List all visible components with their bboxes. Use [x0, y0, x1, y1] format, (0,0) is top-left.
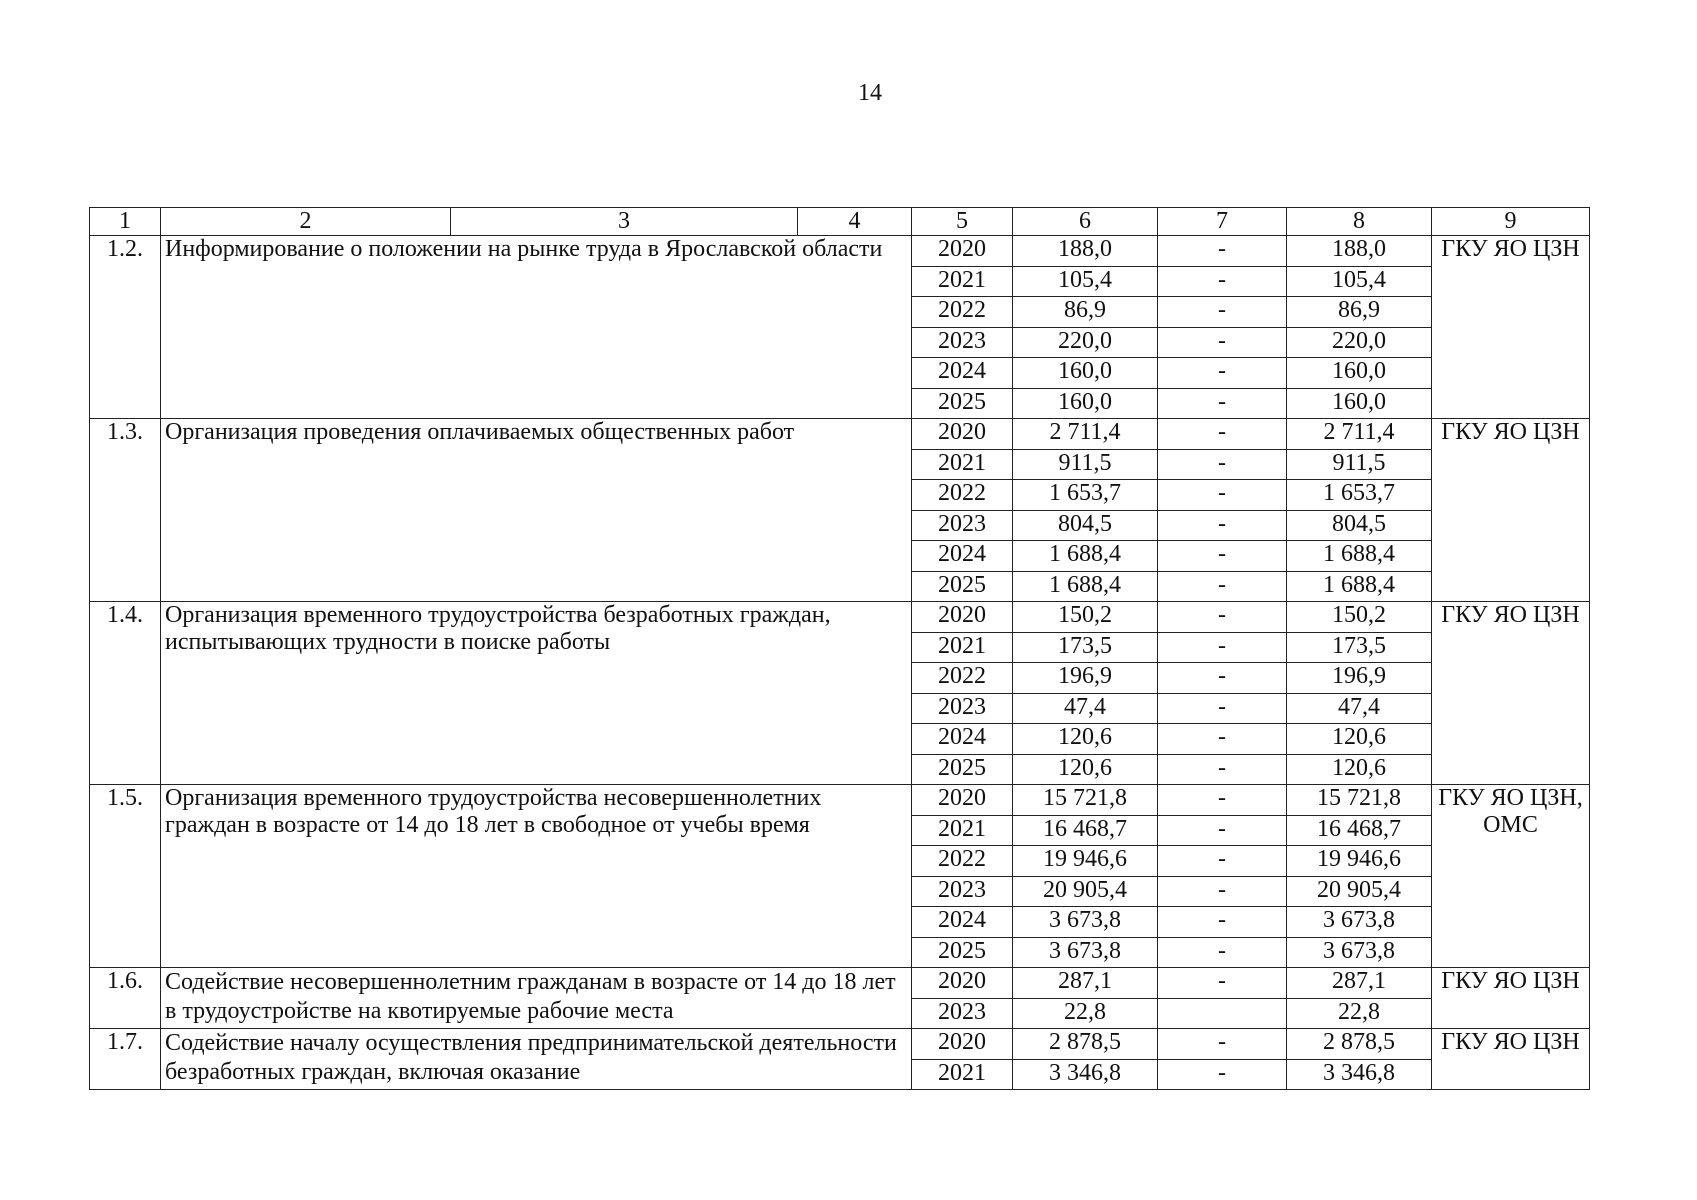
measure-number: 1.5.	[90, 785, 161, 968]
total-cell: 120,6	[1287, 754, 1432, 785]
column-7-cell: -	[1158, 510, 1287, 541]
amount-cell: 19 946,6	[1013, 846, 1158, 877]
total-cell: 47,4	[1287, 693, 1432, 724]
amount-cell: 22,8	[1013, 998, 1158, 1029]
year-cell: 2021	[912, 449, 1013, 480]
total-cell: 220,0	[1287, 327, 1432, 358]
year-cell: 2020	[912, 602, 1013, 633]
year-cell: 2021	[912, 1059, 1013, 1090]
amount-cell: 173,5	[1013, 632, 1158, 663]
year-cell: 2022	[912, 663, 1013, 694]
executor-cell: ГКУ ЯО ЦЗН, ОМС	[1432, 785, 1590, 968]
header-cell: 5	[912, 208, 1013, 236]
measure-number: 1.6.	[90, 968, 161, 1029]
total-cell: 196,9	[1287, 663, 1432, 694]
amount-cell: 105,4	[1013, 266, 1158, 297]
header-cell: 6	[1013, 208, 1158, 236]
total-cell: 1 688,4	[1287, 541, 1432, 572]
header-cell: 3	[451, 208, 798, 236]
year-cell: 2025	[912, 571, 1013, 602]
executor-cell: ГКУ ЯО ЦЗН	[1432, 419, 1590, 602]
year-cell: 2022	[912, 846, 1013, 877]
amount-cell: 15 721,8	[1013, 785, 1158, 816]
total-cell: 15 721,8	[1287, 785, 1432, 816]
measure-name: Содействие началу осуществления предпринимательской деятельности безработных граждан, включая оказание	[161, 1029, 912, 1090]
column-7-cell: -	[1158, 236, 1287, 267]
total-cell: 16 468,7	[1287, 815, 1432, 846]
column-7-cell: -	[1158, 327, 1287, 358]
year-cell: 2023	[912, 327, 1013, 358]
year-cell: 2025	[912, 754, 1013, 785]
amount-cell: 16 468,7	[1013, 815, 1158, 846]
header-cell: 1	[90, 208, 161, 236]
amount-cell: 1 653,7	[1013, 480, 1158, 511]
total-cell: 86,9	[1287, 297, 1432, 328]
year-cell: 2023	[912, 998, 1013, 1029]
measure-name: Организация временного трудоустройства безработных граждан, испытывающих трудности в поиске работы	[161, 602, 912, 785]
total-cell: 150,2	[1287, 602, 1432, 633]
amount-cell: 3 673,8	[1013, 937, 1158, 968]
total-cell: 287,1	[1287, 968, 1432, 999]
measures-table	[89, 207, 1590, 1090]
total-cell: 1 688,4	[1287, 571, 1432, 602]
total-cell: 188,0	[1287, 236, 1432, 267]
amount-cell: 120,6	[1013, 754, 1158, 785]
total-cell: 105,4	[1287, 266, 1432, 297]
executor-cell: ГКУ ЯО ЦЗН	[1432, 236, 1590, 419]
year-cell: 2022	[912, 297, 1013, 328]
year-cell: 2023	[912, 693, 1013, 724]
column-7-cell: -	[1158, 724, 1287, 755]
year-cell: 2020	[912, 419, 1013, 450]
amount-cell: 1 688,4	[1013, 541, 1158, 572]
column-7-cell: -	[1158, 632, 1287, 663]
table-row	[90, 785, 1590, 816]
amount-cell: 120,6	[1013, 724, 1158, 755]
column-7-cell: -	[1158, 297, 1287, 328]
column-7-cell: -	[1158, 571, 1287, 602]
column-7-cell: -	[1158, 1029, 1287, 1060]
total-cell: 804,5	[1287, 510, 1432, 541]
column-7-cell: -	[1158, 449, 1287, 480]
year-cell: 2025	[912, 937, 1013, 968]
executor-cell: ГКУ ЯО ЦЗН	[1432, 602, 1590, 785]
year-cell: 2020	[912, 1029, 1013, 1060]
column-7-cell: -	[1158, 876, 1287, 907]
column-7-cell: -	[1158, 815, 1287, 846]
year-cell: 2024	[912, 358, 1013, 389]
column-7-cell: -	[1158, 266, 1287, 297]
column-number-row	[90, 208, 1590, 236]
measure-name: Организация временного трудоустройства несовершеннолетних граждан в возрасте от 14 до 18 лет в свободное от учебы время	[161, 785, 912, 968]
measure-number: 1.2.	[90, 236, 161, 419]
total-cell: 160,0	[1287, 358, 1432, 389]
total-cell: 2 711,4	[1287, 419, 1432, 450]
total-cell: 3 673,8	[1287, 907, 1432, 938]
header-cell: 9	[1432, 208, 1590, 236]
total-cell: 1 653,7	[1287, 480, 1432, 511]
measure-name: Содействие несовершеннолетним гражданам в возрасте от 14 до 18 лет в трудоустройстве на квотируемые рабочие места	[161, 968, 912, 1029]
column-7-cell: -	[1158, 388, 1287, 419]
executor-cell: ГКУ ЯО ЦЗН	[1432, 1029, 1590, 1090]
column-7-cell: -	[1158, 693, 1287, 724]
column-7-cell: -	[1158, 358, 1287, 389]
column-7-cell: -	[1158, 968, 1287, 999]
year-cell: 2024	[912, 907, 1013, 938]
measure-number: 1.3.	[90, 419, 161, 602]
amount-cell: 20 905,4	[1013, 876, 1158, 907]
amount-cell: 160,0	[1013, 388, 1158, 419]
amount-cell: 188,0	[1013, 236, 1158, 267]
amount-cell: 287,1	[1013, 968, 1158, 999]
measure-number: 1.4.	[90, 602, 161, 785]
header-cell: 4	[798, 208, 912, 236]
column-7-cell	[1158, 998, 1287, 1029]
column-7-cell: -	[1158, 602, 1287, 633]
year-cell: 2024	[912, 541, 1013, 572]
page-number: 14	[858, 80, 882, 106]
amount-cell: 220,0	[1013, 327, 1158, 358]
amount-cell: 86,9	[1013, 297, 1158, 328]
column-7-cell: -	[1158, 846, 1287, 877]
table-row	[90, 419, 1590, 450]
amount-cell: 911,5	[1013, 449, 1158, 480]
column-7-cell: -	[1158, 419, 1287, 450]
year-cell: 2023	[912, 510, 1013, 541]
header-cell: 2	[161, 208, 451, 236]
column-7-cell: -	[1158, 907, 1287, 938]
column-7-cell: -	[1158, 480, 1287, 511]
total-cell: 3 346,8	[1287, 1059, 1432, 1090]
amount-cell: 47,4	[1013, 693, 1158, 724]
executor-cell: ГКУ ЯО ЦЗН	[1432, 968, 1590, 1029]
amount-cell: 150,2	[1013, 602, 1158, 633]
column-7-cell: -	[1158, 785, 1287, 816]
column-7-cell: -	[1158, 754, 1287, 785]
column-7-cell: -	[1158, 937, 1287, 968]
column-7-cell: -	[1158, 663, 1287, 694]
column-7-cell: -	[1158, 1059, 1287, 1090]
year-cell: 2020	[912, 236, 1013, 267]
table-row	[90, 602, 1590, 633]
header-cell: 8	[1287, 208, 1432, 236]
year-cell: 2021	[912, 815, 1013, 846]
total-cell: 2 878,5	[1287, 1029, 1432, 1060]
year-cell: 2021	[912, 266, 1013, 297]
amount-cell: 160,0	[1013, 358, 1158, 389]
column-7-cell: -	[1158, 541, 1287, 572]
year-cell: 2020	[912, 968, 1013, 999]
year-cell: 2020	[912, 785, 1013, 816]
year-cell: 2022	[912, 480, 1013, 511]
amount-cell: 1 688,4	[1013, 571, 1158, 602]
amount-cell: 2 711,4	[1013, 419, 1158, 450]
total-cell: 120,6	[1287, 724, 1432, 755]
measure-number: 1.7.	[90, 1029, 161, 1090]
year-cell: 2025	[912, 388, 1013, 419]
amount-cell: 3 346,8	[1013, 1059, 1158, 1090]
table-row	[90, 236, 1590, 267]
total-cell: 160,0	[1287, 388, 1432, 419]
amount-cell: 2 878,5	[1013, 1029, 1158, 1060]
year-cell: 2023	[912, 876, 1013, 907]
amount-cell: 804,5	[1013, 510, 1158, 541]
total-cell: 22,8	[1287, 998, 1432, 1029]
total-cell: 911,5	[1287, 449, 1432, 480]
measure-name: Информирование о положении на рынке труда в Ярославской области	[161, 236, 912, 419]
total-cell: 173,5	[1287, 632, 1432, 663]
total-cell: 3 673,8	[1287, 937, 1432, 968]
total-cell: 19 946,6	[1287, 846, 1432, 877]
table-row	[90, 968, 1590, 999]
amount-cell: 3 673,8	[1013, 907, 1158, 938]
header-cell: 7	[1158, 208, 1287, 236]
measure-name: Организация проведения оплачиваемых общественных работ	[161, 419, 912, 602]
amount-cell: 196,9	[1013, 663, 1158, 694]
year-cell: 2021	[912, 632, 1013, 663]
total-cell: 20 905,4	[1287, 876, 1432, 907]
table-row	[90, 1029, 1590, 1060]
year-cell: 2024	[912, 724, 1013, 755]
